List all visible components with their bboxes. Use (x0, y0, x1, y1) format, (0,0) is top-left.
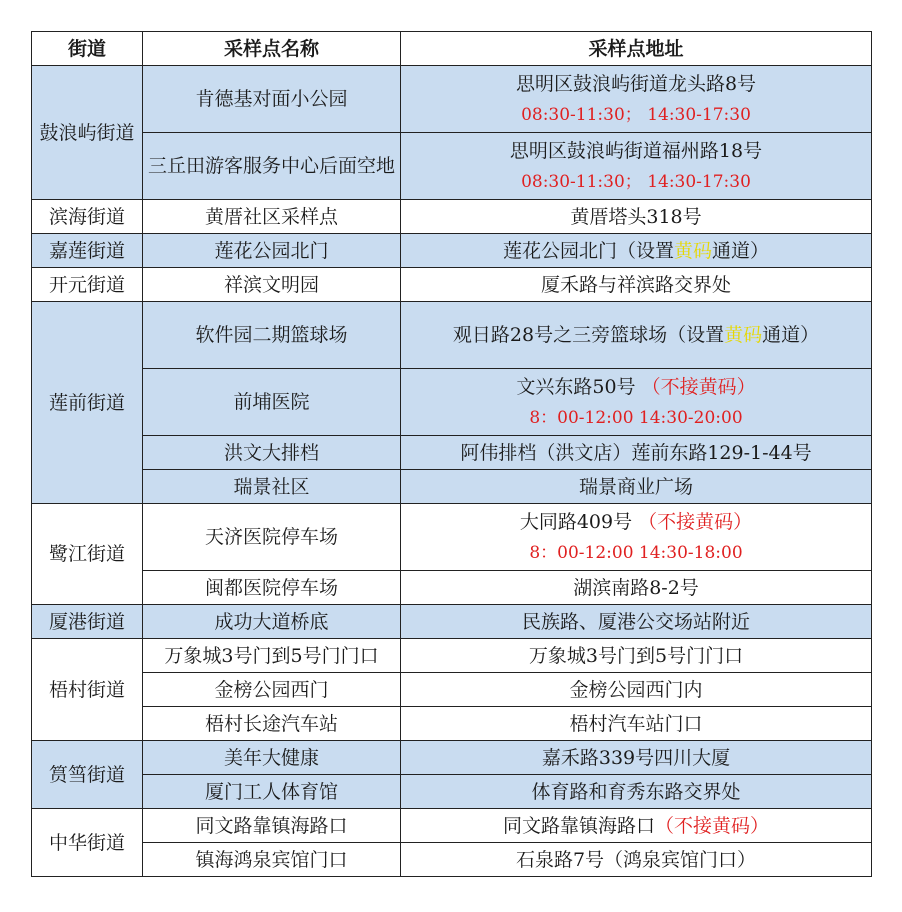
site-name: 三丘田游客服务中心后面空地 (143, 133, 401, 200)
table-row (32, 605, 872, 639)
street-cell: 厦港街道 (32, 605, 143, 639)
site-name: 天济医院停车场 (143, 504, 401, 571)
hours-text: 08:30-11:30； 14:30-17:30 (521, 104, 751, 125)
street-cell: 滨海街道 (32, 200, 143, 234)
site-address: 瑞景商业广场 (401, 470, 872, 504)
table-row (32, 809, 872, 843)
table-row (32, 200, 872, 234)
site-address (401, 66, 872, 133)
site-name: 美年大健康 (143, 741, 401, 775)
table-row (32, 133, 872, 200)
table-row (32, 707, 872, 741)
site-address: 湖滨南路8-2号 (401, 571, 872, 605)
sampling-points-table (31, 31, 872, 877)
site-address: 梧村汽车站门口 (401, 707, 872, 741)
yellow-code-highlight: 黄码 (673, 239, 712, 262)
table-row (32, 741, 872, 775)
street-cell: 开元街道 (32, 268, 143, 302)
site-address (401, 133, 872, 200)
table-row (32, 268, 872, 302)
site-name: 祥滨文明园 (143, 268, 401, 302)
site-name: 镇海鸿泉宾馆门口 (143, 843, 401, 877)
site-name: 莲花公园北门 (143, 234, 401, 268)
street-cell: 鹭江街道 (32, 504, 143, 605)
site-address: 万象城3号门到5号门门口 (401, 639, 872, 673)
site-name: 前埔医院 (143, 369, 401, 436)
site-address (401, 504, 872, 571)
site-name: 厦门工人体育馆 (143, 775, 401, 809)
address-line (405, 506, 867, 538)
street-cell: 筼筜街道 (32, 741, 143, 809)
address-text: 通道） (712, 239, 770, 262)
sampling-table-container (31, 31, 872, 877)
street-cell: 中华街道 (32, 809, 143, 877)
table-row (32, 504, 872, 571)
table-row (32, 673, 872, 707)
site-address: 体育路和育秀东路交界处 (401, 775, 872, 809)
site-name: 金榜公园西门 (143, 673, 401, 707)
table-row (32, 436, 872, 470)
yellow-code-highlight: 黄码 (724, 324, 763, 346)
site-name: 软件园二期篮球场 (143, 302, 401, 369)
address-text: 思明区鼓浪屿街道福州路18号 (509, 139, 763, 162)
header-street: 街道 (32, 32, 143, 66)
address-text: 观日路28号之三旁篮球场（设置 (452, 324, 725, 346)
address-text: 通道） (762, 324, 820, 346)
header-name: 采样点名称 (143, 32, 401, 66)
street-cell: 莲前街道 (32, 302, 143, 504)
site-name: 成功大道桥底 (143, 605, 401, 639)
site-address (401, 234, 872, 268)
table-row (32, 369, 872, 436)
table-row (32, 843, 872, 877)
site-address: 厦禾路与祥滨路交界处 (401, 268, 872, 302)
street-label: 鼓浪屿街道 (39, 121, 135, 144)
table-header (32, 32, 872, 66)
table-row (32, 66, 872, 133)
no-yellow-code-note: （不接黄码） (641, 375, 756, 398)
table-row (32, 571, 872, 605)
hours-text: 08:30-11:30； 14:30-17:30 (521, 171, 751, 192)
address-line (405, 371, 867, 403)
site-address (401, 809, 872, 843)
street-cell: 嘉莲街道 (32, 234, 143, 268)
address-text: 大同路409号 (519, 510, 633, 533)
hours-text: 8：00-12:00 14:30-20:00 (529, 407, 743, 428)
site-name: 梧村长途汽车站 (143, 707, 401, 741)
site-name: 瑞景社区 (143, 470, 401, 504)
site-address: 阿伟排档（洪文店）莲前东路129-1-44号 (401, 436, 872, 470)
site-address (401, 369, 872, 436)
table-row (32, 470, 872, 504)
site-address: 石泉路7号（鸿泉宾馆门口） (401, 843, 872, 877)
site-address (401, 302, 872, 369)
street-cell (32, 66, 143, 200)
site-name: 黄厝社区采样点 (143, 200, 401, 234)
header-address: 采样点地址 (401, 32, 872, 66)
site-name: 闽都医院停车场 (143, 571, 401, 605)
no-yellow-code-note: （不接黄码） (655, 814, 770, 837)
site-address: 民族路、厦港公交场站附近 (401, 605, 872, 639)
table-row (32, 302, 872, 369)
address-text: 思明区鼓浪屿街道龙头路8号 (515, 72, 757, 95)
table-row (32, 234, 872, 268)
site-address: 黄厝塔头318号 (401, 200, 872, 234)
site-name: 洪文大排档 (143, 436, 401, 470)
site-address: 金榜公园西门内 (401, 673, 872, 707)
street-cell: 梧村街道 (32, 639, 143, 741)
site-address: 嘉禾路339号四川大厦 (401, 741, 872, 775)
hours-text: 8：00-12:00 14:30-18:00 (529, 542, 743, 563)
address-text: 莲花公园北门（设置 (502, 239, 674, 262)
address-text: 同文路靠镇海路口 (502, 814, 655, 837)
table-row (32, 775, 872, 809)
site-name: 同文路靠镇海路口 (143, 809, 401, 843)
address-text: 文兴东路50号 (516, 375, 636, 398)
table-row (32, 639, 872, 673)
no-yellow-code-note: （不接黄码） (638, 510, 753, 533)
site-name: 肯德基对面小公园 (143, 66, 401, 133)
site-name: 万象城3号门到5号门门口 (143, 639, 401, 673)
